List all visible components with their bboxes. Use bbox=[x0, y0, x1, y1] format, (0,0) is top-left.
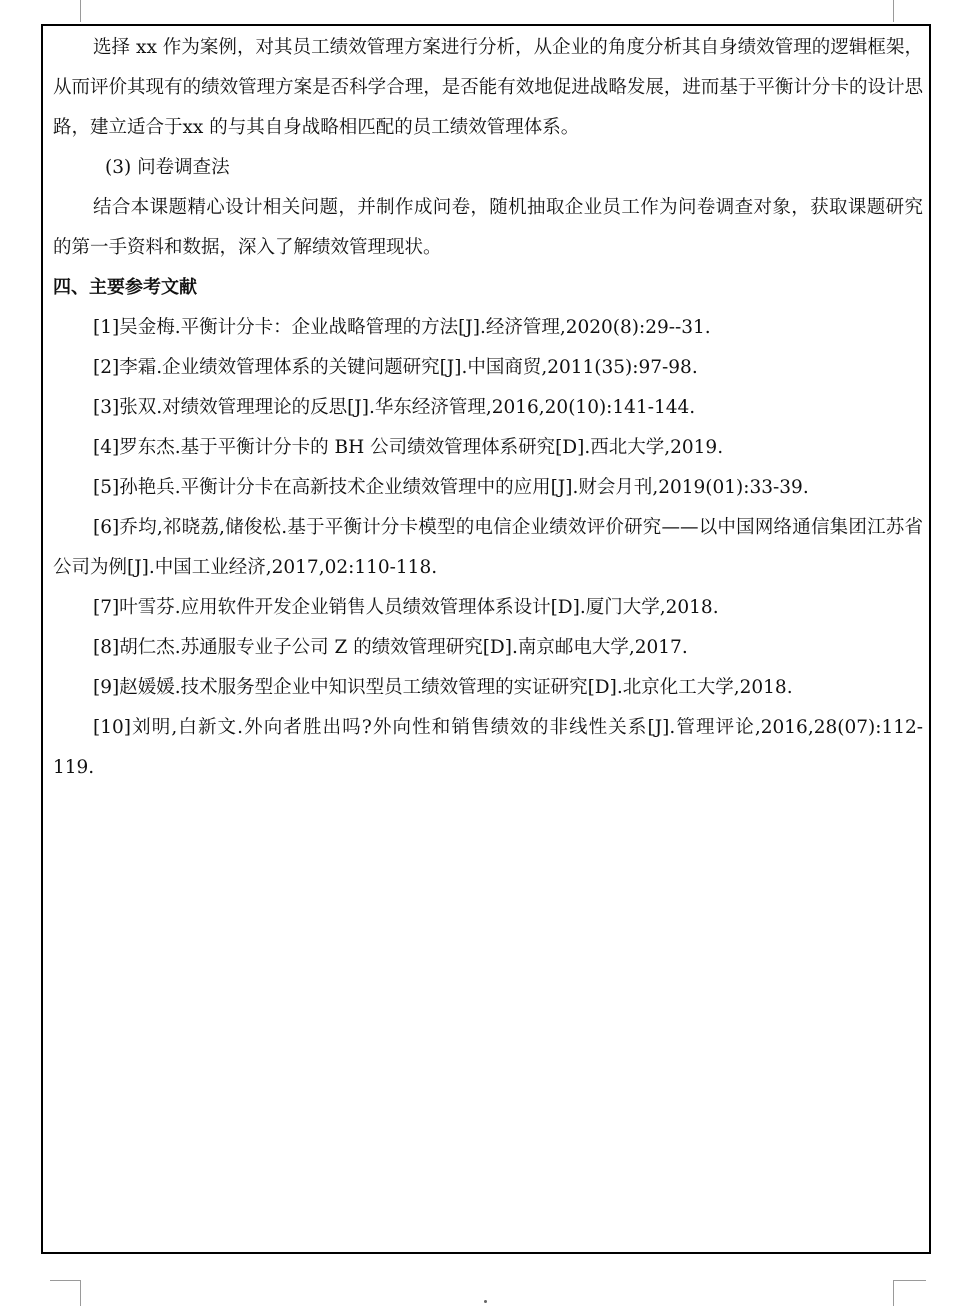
questionnaire-paragraph: 结合本课题精心设计相关问题，并制作成问卷，随机抽取企业员工作为问卷调查对象，获取课题研究的第一手资料和数据，深入了解绩效管理现状。 bbox=[53, 197, 923, 258]
crop-mark-bottom-right-v bbox=[893, 1280, 894, 1306]
crop-mark-bottom-left-v bbox=[80, 1280, 81, 1306]
document-body bbox=[53, 28, 923, 788]
crop-mark-bottom-right-h bbox=[893, 1280, 926, 1281]
crop-mark-bottom-left-h bbox=[50, 1280, 81, 1281]
reference-10-rest: 论,2016,28(07):112-119. bbox=[53, 717, 924, 778]
reference-item: [5]孙艳兵.平衡计分卡在高新技术企业绩效管理中的应用[J].财会月刊,2019(01):33-39. bbox=[93, 477, 809, 498]
case-study-paragraph: 选择 xx 作为案例，对其员工绩效管理方案进行分析，从企业的角度分析其自身绩效管理的逻辑框架，从而评价其现有的绩效管理方案是否科学合理，是否能有效地促进战略发展，进而基于平衡计分卡的设计思路，建立适合于xx 的与其自身战略相匹配的员工绩效管理体系。 bbox=[53, 37, 923, 138]
reference-item: [9]赵媛媛.技术服务型企业中知识型员工绩效管理的实证研究[D].北京化工大学,2018. bbox=[93, 677, 793, 698]
reference-10-first: [10]刘明,白新文.外向者胜出吗?外向性和销售绩效的非线性关系[J].管理评 bbox=[93, 717, 736, 738]
reference-item: [3]张双.对绩效管理理论的反思[J].华东经济管理,2016,20(10):141-144. bbox=[93, 397, 696, 418]
reference-item: [2]李霜.企业绩效管理体系的关键问题研究[J].中国商贸,2011(35):97-98. bbox=[93, 357, 698, 378]
reference-list bbox=[53, 308, 923, 788]
reference-item: [6]乔均,祁晓荔,储俊松.基于平衡计分卡模型的电信企业绩效评价研究——以中国网络通信集团江苏省公司为例[J].中国工业经济,2017,02:110-118. bbox=[53, 517, 923, 578]
reference-item: [4]罗东杰.基于平衡计分卡的 BH 公司绩效管理体系研究[D].西北大学,2019. bbox=[93, 437, 724, 458]
reference-item: [1]吴金梅.平衡计分卡：企业战略管理的方法[J].经济管理,2020(8):29--31. bbox=[93, 317, 711, 338]
crop-mark-top-right bbox=[893, 0, 894, 22]
page-dot-mark bbox=[484, 1300, 487, 1303]
reference-item-10 bbox=[53, 708, 923, 788]
reference-item: [7]叶雪芬.应用软件开发企业销售人员绩效管理体系设计[D].厦门大学,2018. bbox=[93, 597, 719, 618]
crop-mark-top-left bbox=[80, 0, 81, 22]
method-3-title: (3) 问卷调查法 bbox=[105, 157, 230, 178]
references-heading: 四、主要参考文献 bbox=[53, 277, 197, 298]
reference-item: [8]胡仁杰.苏通服专业子公司 Z 的绩效管理研究[D].南京邮电大学,2017. bbox=[93, 637, 688, 658]
